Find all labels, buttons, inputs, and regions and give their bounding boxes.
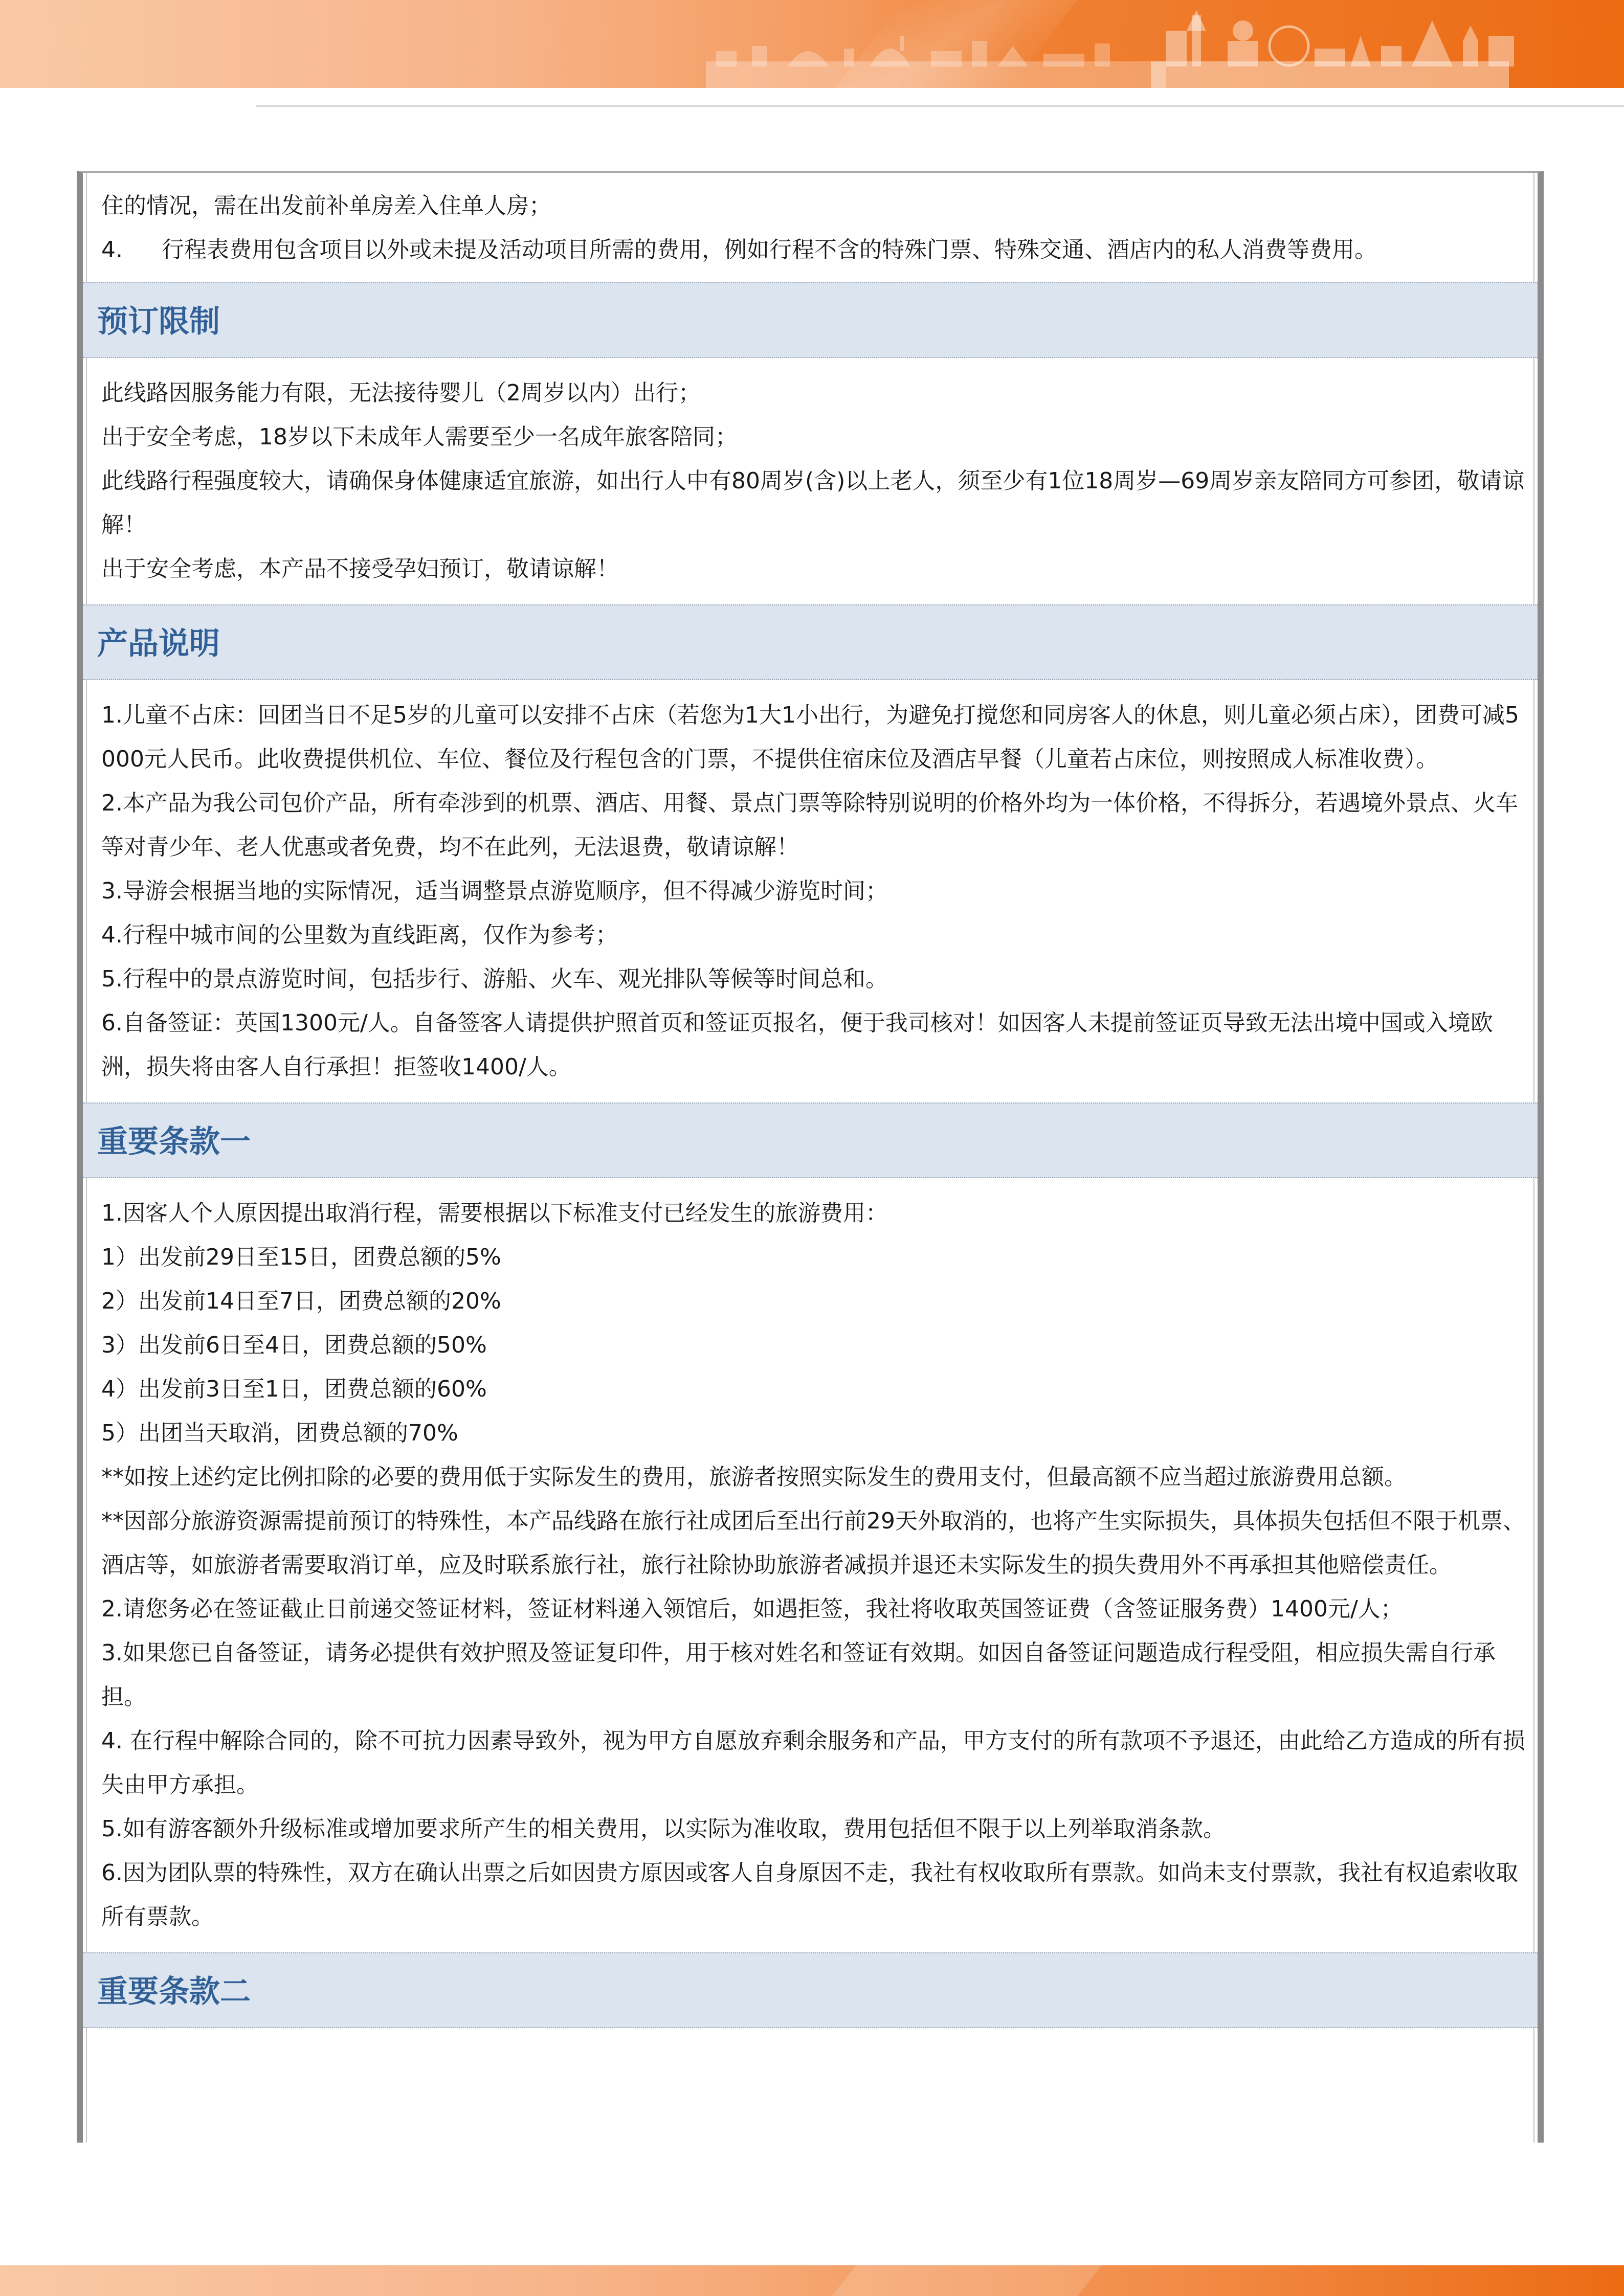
product-line: 3.导游会根据当地的实际情况，适当调整景点游览顺序，但不得减少游览时间； xyxy=(101,878,888,904)
terms-line: 5.如有游客额外升级标准或增加要求所产生的相关费用，以实际为准收取，费用包括但不限于以上列举取消条款。 xyxy=(101,1816,1226,1842)
terms-line: **如按上述约定比例扣除的必要的费用低于实际发生的费用，旅游者按照实际发生的费用支付，但最高额不应当超过旅游费用总额。 xyxy=(101,1464,1407,1490)
header-banner xyxy=(0,0,1624,88)
section-header-booking xyxy=(83,282,1538,358)
terms1-block xyxy=(101,1178,1527,1952)
terms-line: 2.请您务必在签证截止日前递交签证材料，签证材料递入领馆后，如遇拒签，我社将收取英国签证费（含签证服务费）1400元/人； xyxy=(101,1596,1403,1622)
city-skyline-icon xyxy=(0,0,1624,88)
footer-stripe xyxy=(832,2265,1102,2296)
document-body xyxy=(97,173,1527,2028)
booking-line: 出于安全考虑，18岁以下未成年人需要至少一名成年旅客陪同； xyxy=(101,424,738,450)
section-header-product xyxy=(83,604,1538,680)
terms-line: 4）出发前3日至1日，团费总额的60% xyxy=(101,1376,487,1402)
terms-line: 4. 在行程中解除合同的，除不可抗力因素导致外，视为甲方自愿放弃剩余服务和产品，甲方支付的所有款项不予退还，由此给乙方造成的所有损失由甲方承担。 xyxy=(101,1728,1525,1798)
product-line: 6.自备签证：英国1300元/人。自备签客人请提供护照首页和签证页报名，便于我司核对！如因客人未提前签证页导致无法出境中国或入境欧洲，损失将由客人自行承担！拒签收1400/人。 xyxy=(101,1010,1493,1080)
booking-line: 出于安全考虑，本产品不接受孕妇预订，敬请谅解！ xyxy=(101,556,619,582)
section-title: 重要条款一 xyxy=(97,1124,251,1160)
section-title: 预订限制 xyxy=(97,304,220,340)
product-line: 2.本产品为我公司包价产品，所有牵涉到的机票、酒店、用餐、景点门票等除特别说明的价格外均为一体价格，不得拆分，若遇境外景点、火车等对青少年、老人优惠或者免费，均不在此列，无法退费，敬请谅解！ xyxy=(101,790,1518,860)
terms-line: 3）出发前6日至4日，团费总额的50% xyxy=(101,1332,487,1358)
product-line: 5.行程中的景点游览时间，包括步行、游船、火车、观光排队等候等时间总和。 xyxy=(101,966,888,992)
terms-line: 6.因为团队票的特殊性，双方在确认出票之后如因贵方原因或客人自身原因不走，我社有权收取所有票款。如尚未支付票款，我社有权追索收取所有票款。 xyxy=(101,1860,1518,1930)
section-title: 重要条款二 xyxy=(97,1974,251,2010)
footer-banner xyxy=(0,2265,1624,2296)
section-header-terms-2 xyxy=(83,1952,1538,2028)
terms-line: 1）出发前29日至15日，团费总额的5% xyxy=(101,1244,501,1270)
booking-block xyxy=(101,358,1527,604)
intro-line: 住的情况，需在出发前补单房差入住单人房； xyxy=(101,193,551,219)
intro-line-text: 行程表费用包含项目以外或未提及活动项目所需的费用，例如行程不含的特殊门票、特殊交通、酒店内的私人消费等费用。 xyxy=(162,237,1377,263)
terms-line: 5）出团当天取消，团费总额的70% xyxy=(101,1420,458,1446)
section-title: 产品说明 xyxy=(97,626,220,662)
terms-line: **因部分旅游资源需提前预订的特殊性，本产品线路在旅行社成团后至出行前29天外取消的，也将产生实际损失，具体损失包括但不限于机票、酒店等，如旅游者需要取消订单，应及时联系旅行社，旅行社除协助旅游者减损并退还未实际发生的损失费用外不再承担其他赔偿责任。 xyxy=(101,1508,1525,1578)
intro-line xyxy=(101,228,1527,272)
intro-block xyxy=(101,173,1527,282)
booking-line: 此线路行程强度较大，请确保身体健康适宜旅游，如出行人中有80周岁(含)以上老人，须至少有1位18周岁—69周岁亲友陪同方可参团，敬请谅解！ xyxy=(101,468,1525,538)
list-number: 4. xyxy=(101,237,123,263)
booking-line: 此线路因服务能力有限，无法接待婴儿（2周岁以内）出行； xyxy=(101,380,701,406)
product-block xyxy=(101,680,1527,1102)
section-header-terms-1 xyxy=(83,1102,1538,1178)
terms-line: 3.如果您已自备签证，请务必提供有效护照及签证复印件，用于核对姓名和签证有效期。如因自备签证问题造成行程受阻，相应损失需自行承担。 xyxy=(101,1640,1496,1710)
content-frame xyxy=(77,171,1544,2143)
terms-line: 1.因客人个人原因提出取消行程，需要根据以下标准支付已经发生的旅游费用： xyxy=(101,1200,888,1226)
product-line: 1.儿童不占床：回团当日不足5岁的儿童可以安排不占床（若您为1大1小出行，为避免打搅您和同房客人的休息，则儿童必须占床），团费可减5000元人民币。此收费提供机位、车位、餐位及行程包含的门票，不提供住宿床位及酒店早餐（儿童若占床位，则按照成人标准收费）。 xyxy=(101,702,1519,772)
product-line: 4.行程中城市间的公里数为直线距离，仅作为参考； xyxy=(101,922,618,948)
terms-line: 2）出发前14日至7日，团费总额的20% xyxy=(101,1288,501,1314)
header-divider xyxy=(256,105,1624,107)
